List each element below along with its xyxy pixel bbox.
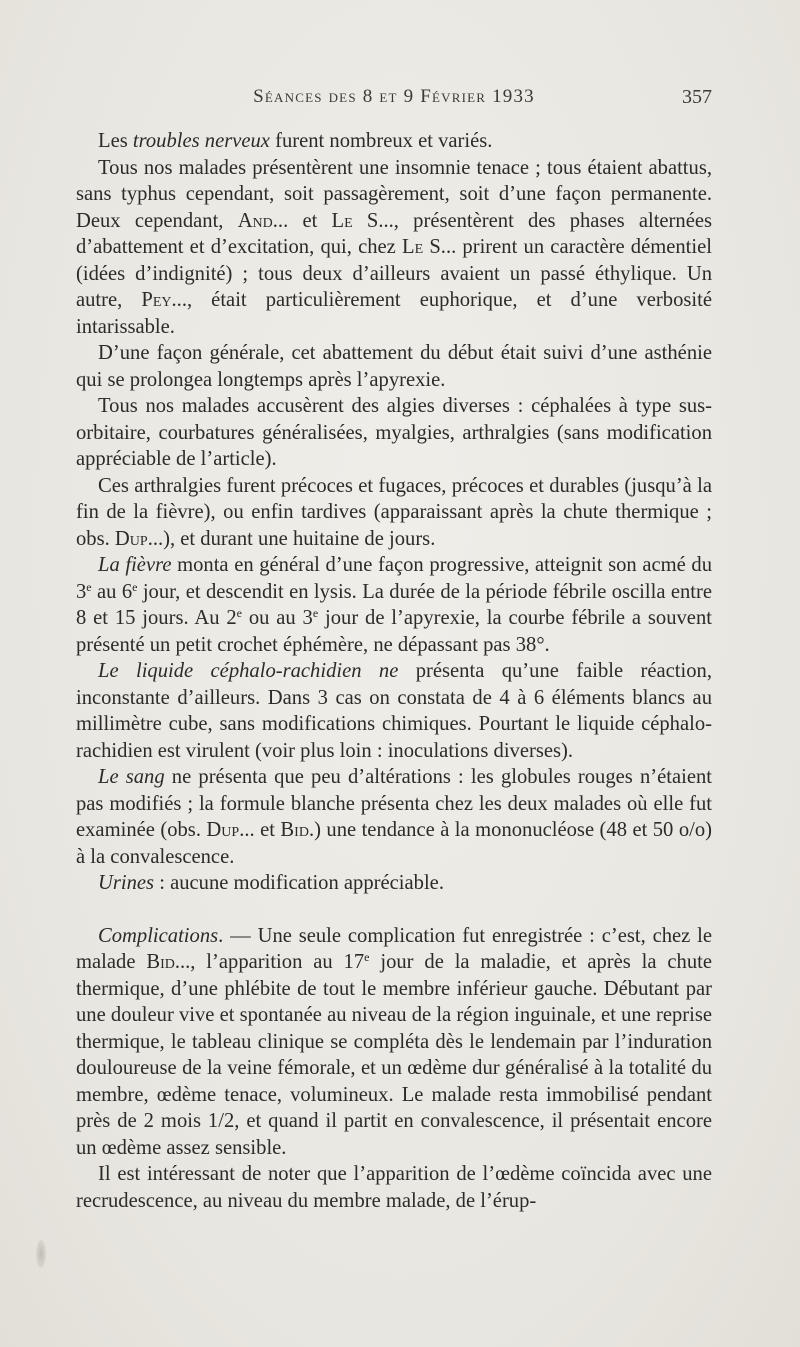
italic-run: Le sang [98,766,165,788]
small-caps-name: Le S [331,209,379,232]
text-run: jour, et descendit en lysis. La durée de la période fébrile oscilla entre 8 et 15 jours. Au 2 [76,580,712,629]
page-number: 357 [682,86,712,108]
small-caps-name: Dup [114,527,148,550]
ordinal-superscript: e [312,606,319,620]
italic-run: Urines [98,872,155,894]
paragraph-p2 [76,155,712,341]
small-caps-name: Pey [141,289,172,311]
text-run: ... et [239,819,281,841]
page-header [76,86,712,116]
paragraph-p10 [76,923,712,1162]
paragraph-p3 [76,340,712,393]
text-run: furent nombreux et variés. [269,130,493,152]
text-run: jour de l’apyrexie, la courbe fébrile a souvent présenté un petit crochet éphémère, ne dépassant pas 38°. [76,607,712,656]
italic-run: La fièvre [98,554,172,576]
ordinal-superscript: e [132,579,138,594]
paragraph-p11 [76,1161,712,1214]
ordinal-superscript: e [86,579,92,594]
text-run: ... et [272,209,332,232]
text-run: ..., présentèrent des phases alternées d’abattement et d’excitation, qui, chez [76,209,713,258]
running-head: Séances des 8 et 9 Février 1933 [253,86,535,107]
italic-run: troubles nerveux [132,130,270,152]
text-run: .) une tendance à la mononucléose (48 et 50 o/o) à la convalescence. [76,819,712,868]
text-run: ..., l’apparition au 17 [174,951,365,973]
text-run: ... prirent un caractère démentiel (idées d’indignité) ; tous deux d’ailleurs avaient un passé éthylique. Un autre, [76,236,712,311]
small-caps-name: Bid [146,951,175,973]
text-run: Tous nos malades accusèrent des algies diverses : céphalées à type sus-orbitaire, courbatures généralisées, myalgies, arthralgies (sans modification appréciable de l’article). [76,395,712,470]
small-caps-name: Le S [402,236,441,258]
text-run: Tous nos malades présentèrent une insomnie tenace ; tous étaient abattus, sans typhus cependant, soit passagèrement, soit d’une façon permanente. Deux cependant, [76,156,712,232]
paragraph-p4 [76,393,712,473]
text-run: présenta qu’une faible réaction, inconstante d’ailleurs. Dans 3 cas on constata de 4 à 6 éléments blancs au millimètre cube, sans modifications chimiques. Pourtant le liquide céphalo-rachidien est virulent (voir plus loin : inoculations diverses). [76,660,712,762]
text-run: Ces arthralgies furent précoces et fugaces, précoces et durables (jusqu’à la fin de la fièvre), ou enfin tardives (apparaissant après la chute thermique ; obs. [76,474,712,550]
text-run: au 6 [91,580,133,603]
text-run: . — Une seule complication fut enregistrée : c’est, chez le malade [76,924,712,973]
ordinal-superscript: e [364,950,370,964]
paragraph-p7 [76,658,712,764]
text-run: ...), et durant une huitaine de jours. [147,527,436,550]
text-run: ou au 3 [241,607,313,629]
paragraph-p8 [76,764,712,870]
text-run: jour de la maladie, et après la chute thermique, d’une phlébite de tout le membre inférieur gauche. Débutant par une douleur vive et spontanée au niveau de la région inguinale, et une reprise thermique, le tableau clinique se compléta dès le lendemain par l’induration douloureuse de la veine fémorale, et un œdème dur généralisé à la totalité du membre, œdème tenace, volumineux. Le malade resta immobilisé pendant près de 2 mois 1/2, et quand il partit en convalescence, il présentait encore un œdème assez sensible. [76,951,712,1159]
paragraph-p6 [76,552,712,658]
body-text [76,128,712,1214]
ordinal-superscript: e [236,606,242,620]
text-run: Il est intéressant de noter que l’apparition de l’œdème coïncida avec une recrudescence, au niveau du membre malade, de l’érup- [76,1163,712,1212]
small-caps-name: And [237,209,273,232]
italic-run: Complications [98,924,219,947]
paragraph-p5 [76,473,712,553]
text-run: ne présenta que peu d’altérations : les globules rouges n’étaient pas modifiés ; la formule blanche présenta chez les deux malades où elle fut examinée (obs. [76,766,712,841]
paragraph-p9 [76,870,712,897]
small-caps-name: Dup [206,819,240,841]
italic-run: Le liquide céphalo-rachidien ne [98,660,399,682]
text-run: monta en général d’une façon progressive, atteignit son acmé du 3 [76,554,712,603]
text-run: Les [98,130,133,152]
text-run: D’une façon générale, cet abattement du début était suivi d’une asthénie qui se prolongea longtemps après l’apyrexie. [76,342,712,391]
paragraph-p1 [76,128,712,155]
paper-smudge [36,1240,46,1268]
text-run: : aucune modification appréciable. [154,872,444,894]
small-caps-name: Bid [280,819,309,841]
text-run: ..., était particulièrement euphorique, et d’une verbosité intarissable. [76,289,712,338]
